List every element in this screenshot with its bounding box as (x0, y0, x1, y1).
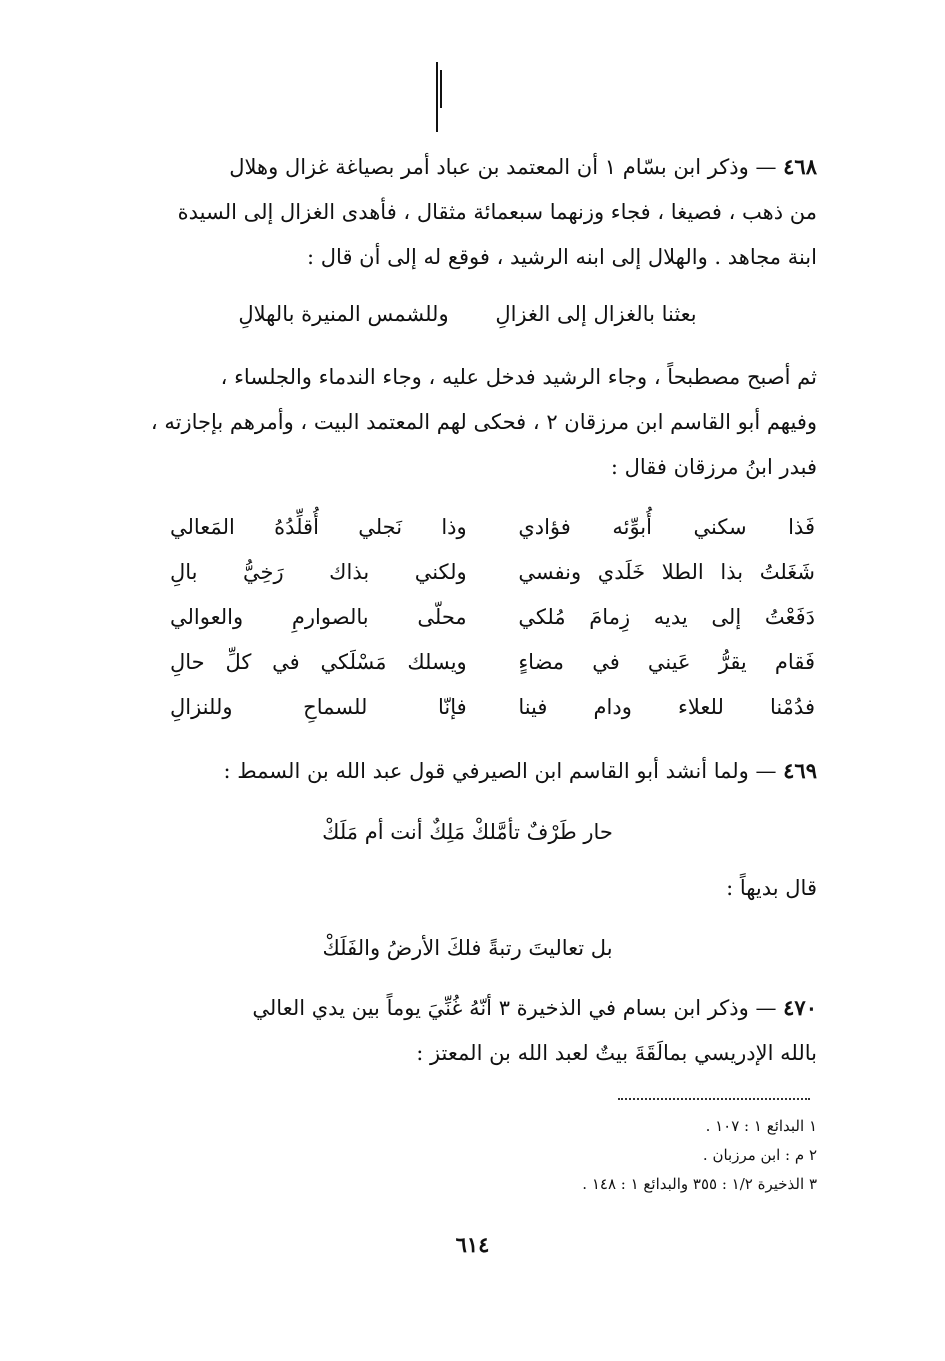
poem-verse (170, 595, 815, 640)
entry-line (118, 144, 817, 190)
entry-text: — وذكر ابن بسّام ١ أن المعتمد بن عباد أمر بصياغة غزال وهلال (229, 155, 777, 179)
prose-line: وفيهم أبو القاسم ابن مرزقان ٢ ، فحكى لهم المعتمد البيت ، وأمرهم بإجازته ، (150, 410, 817, 434)
verse-second-hemistich: وللشمس المنيرة بالهلالِ (238, 302, 449, 326)
verse-469-a: حار طَرْفٌ تأمَّلكْ مَلِكٌ أنت أم مَلَكْ (322, 820, 613, 844)
poem (170, 505, 815, 730)
footnote-separator (618, 1098, 810, 1100)
footnote: ٣ الذخيرة ١/٢ : ٣٥٥ والبدائع ١ : ١٤٨ . (582, 1175, 817, 1193)
poem-first-hemistich: فَذا سكني أُبوِّئه فؤادي (518, 515, 815, 539)
entry-468 (118, 144, 817, 280)
poem-first-hemistich: دَفَعْتُ إلى يديه زِمامَ مُلكي (518, 605, 815, 629)
poem-verse (170, 640, 815, 685)
verse-469-b: بل تعاليتَ رتبةً فلكَ الأرضُ والفَلَكْ (322, 936, 613, 960)
entry-number: ٤٦٨ (783, 154, 817, 179)
entry-line: من ذهب ، فصيغا ، فجاء وزنهما سبعمائة مثقال ، فأهدى الغزال إلى السيدة (177, 200, 817, 224)
verse-first-hemistich: بعثنا بالغزال إلى الغزالِ (495, 302, 697, 326)
poem-verse (170, 685, 815, 730)
page-number: ٦١٤ (455, 1232, 490, 1257)
entry-number: ٤٦٩ (783, 758, 817, 783)
entry-text: — ولما أنشد أبو القاسم ابن الصيرفي قول عبد الله بن السمط : (223, 759, 777, 783)
prose-line: فبدر ابنُ مرزقان فقال : (610, 455, 817, 479)
entry-line (118, 985, 817, 1031)
entry-470 (118, 985, 817, 1076)
verse-468 (118, 294, 817, 334)
entry-line: بالله الإدريسي بمالَقَةَ بيتٌ لعبد الله بن المعتز : (416, 1041, 817, 1065)
entry-number: ٤٧٠ (783, 995, 817, 1020)
binding-marks (436, 62, 442, 132)
entry-469 (118, 748, 817, 794)
entry-line (118, 748, 817, 794)
poem-verse (170, 550, 815, 595)
entry-line: ابنة مجاهد . والهلال إلى ابنه الرشيد ، فوقع له إلى أن قال : (307, 245, 817, 269)
poem-first-hemistich: فدُمْنا للعلاء ودام فينا (518, 695, 815, 719)
poem-second-hemistich: ويسلك مَسْلَكي في كلِّ حالِ (170, 650, 467, 674)
binding-mark-line (440, 70, 442, 108)
qala-line (118, 866, 817, 911)
footnotes (582, 1112, 817, 1199)
poem-second-hemistich: فإنّا للسماحِ وللنزالِ (170, 695, 467, 719)
footnote: ١ البدائع ١ : ١٠٧ . (705, 1117, 817, 1135)
poem-second-hemistich: ولكني بذاك رَخِيُّ بالِ (170, 560, 467, 584)
poem-first-hemistich: شَغَلتُ بذا الطلا خَلَدي ونفسي (518, 560, 815, 584)
prose-line: قال بديهاً : (726, 876, 817, 900)
poem-second-hemistich: محلّى بالصوارمِ والعوالي (170, 605, 467, 629)
binding-mark-line (436, 62, 438, 132)
poem-first-hemistich: فَقام يقرُّ عَيني في مضاءٍ (518, 650, 815, 674)
entry-text: — وذكر ابن بسام في الذخيرة ٣ أنّهُ غُنِّيَ يوماً بين يدي العالي (252, 996, 777, 1020)
poem-second-hemistich: وذا نَجلي أُقلِّدُهُ المَعالي (170, 515, 467, 539)
footnote: ٢ م : ابن مرزبان . (702, 1146, 817, 1164)
prose-468-continued (118, 355, 817, 490)
prose-line: ثم أصبح مصطبحاً ، وجاء الرشيد فدخل عليه ، وجاء الندماء والجلساء ، (220, 365, 817, 389)
poem-verse (170, 505, 815, 550)
